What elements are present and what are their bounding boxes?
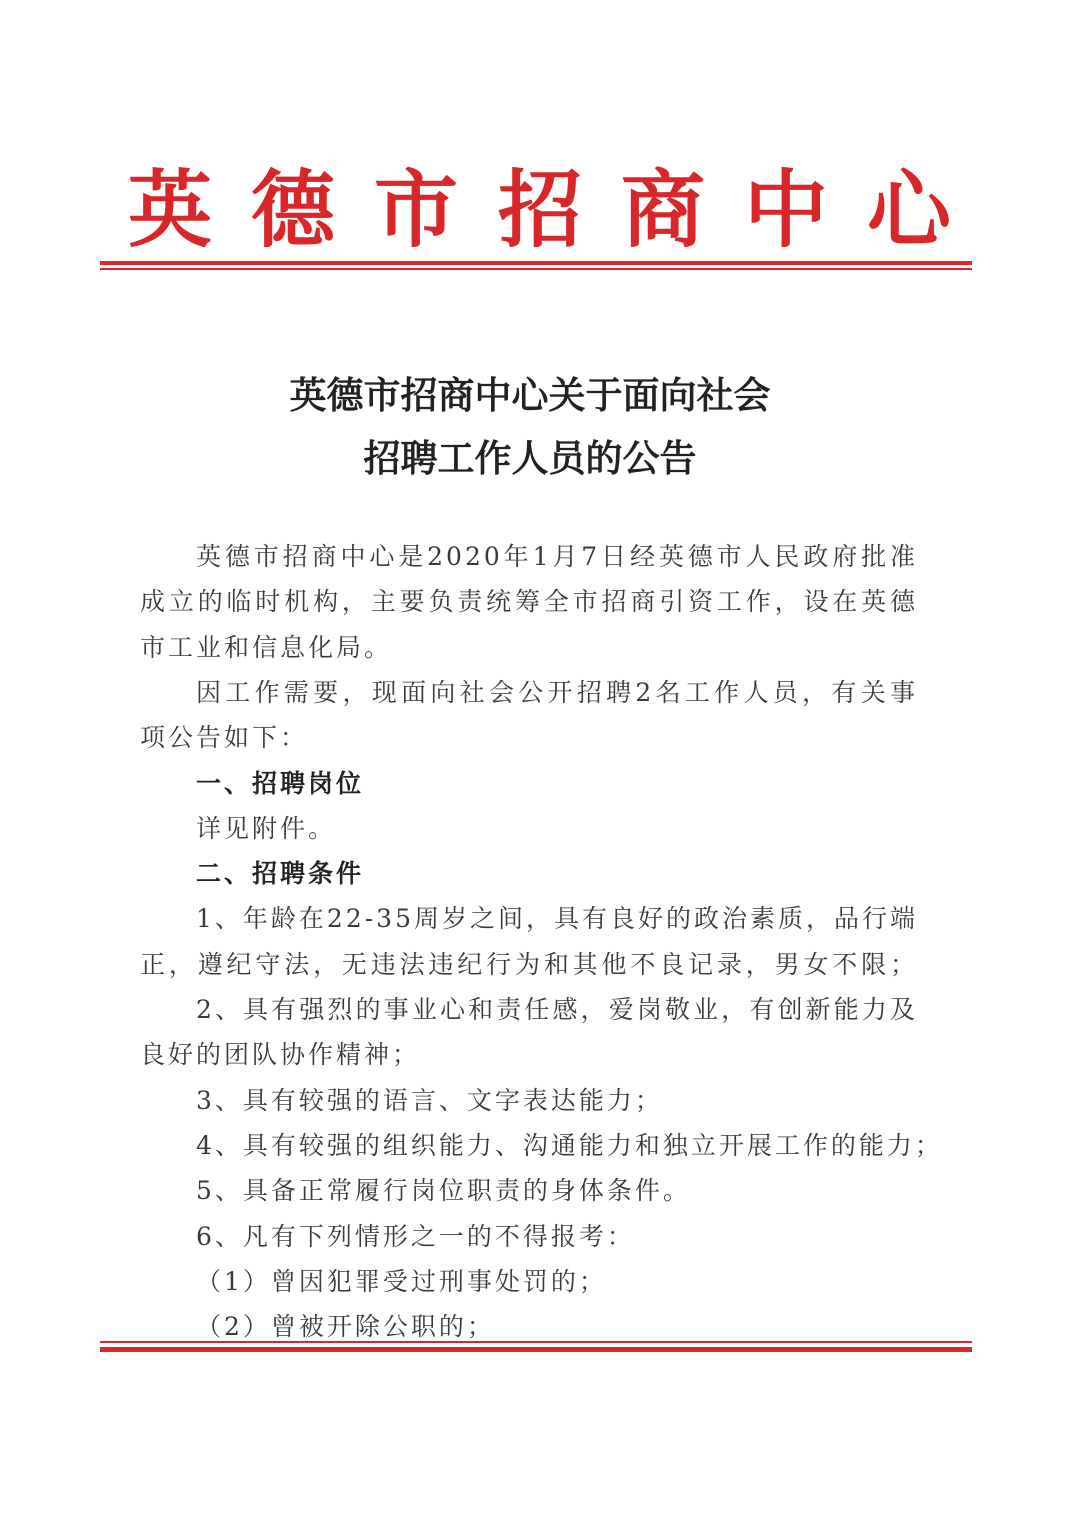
body-line: 4、具有较强的组织能力、沟通能力和独立开展工作的能力； (196, 1130, 943, 1160)
masthead-char: 心 (866, 160, 951, 259)
body-line: 2、具有强烈的事业心和责任感，爱岗敬业，有创新能力及 (196, 995, 918, 1024)
notice-title-line-2: 招聘工作人员的公告 (363, 436, 697, 480)
section-heading: 5、具备正常履行岗位职责的身体条件。 (196, 1176, 691, 1206)
masthead-rule-thin (100, 268, 972, 270)
section-heading: 6、凡有下列情形之一的不得报考： (196, 1221, 635, 1251)
body-line: 良好的团队协作精神； (140, 1040, 421, 1070)
masthead-char: 英 (127, 160, 212, 259)
body-line: 因工作需要，现面向社会公开招聘2名工作人员，有关事 (196, 677, 918, 707)
notice-title-line-1: 英德市招商中心关于面向社会 (289, 373, 771, 417)
body-line: 正，遵纪守法，无违法违纪行为和其他不良记录，男女不限； (140, 949, 918, 979)
masthead-char: 商 (620, 160, 705, 259)
footer-rule-thick (100, 1347, 972, 1352)
masthead-char: 市 (373, 160, 458, 259)
footer-rule-thin (100, 1341, 972, 1343)
body-line: 成立的临时机构，主要负责统筹全市招商引资工作，设在英德 (140, 587, 918, 617)
section-heading: （2）曾被开除公职的； (196, 1312, 495, 1342)
body-line: 项公告如下： (140, 723, 309, 753)
body-line: 市工业和信息化局。 (140, 632, 393, 662)
section-heading: 二、招聘条件 (196, 859, 365, 889)
body-line: 英德市招商中心是2020年1月7日经英德市人民政府批准 (196, 542, 918, 571)
section-heading: 3、具有较强的语言、文字表达能力； (196, 1085, 663, 1115)
body-line: 1、年龄在22-35周岁之间，具有良好的政治素质，品行端 (196, 904, 918, 934)
masthead-char: 招 (497, 160, 582, 259)
masthead-org-name (100, 160, 970, 260)
section-heading: 详见附件。 (196, 813, 337, 843)
masthead-char: 德 (250, 160, 335, 259)
section-heading: 一、招聘岗位 (196, 768, 365, 798)
masthead-char: 中 (743, 160, 828, 259)
section-heading: （1）曾因犯罪受过刑事处罚的； (196, 1266, 607, 1296)
masthead-rule-thick (100, 261, 972, 265)
